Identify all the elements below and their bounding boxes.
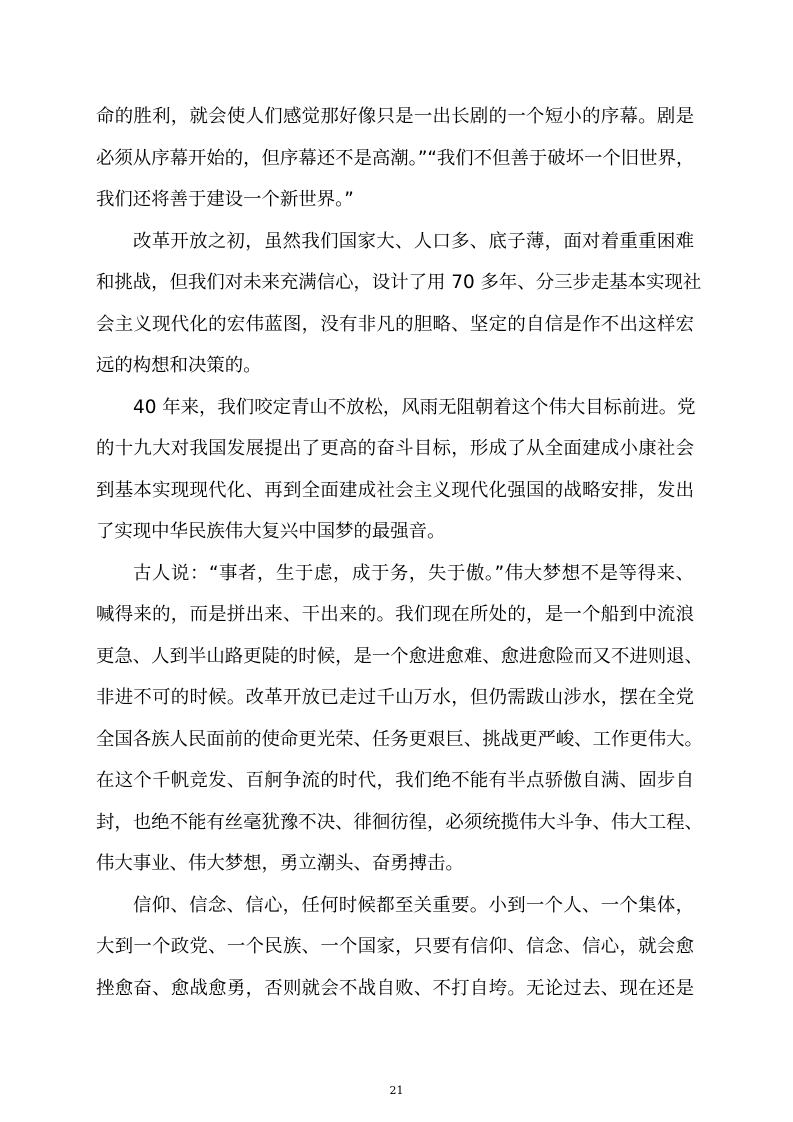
paragraph-first-line: 古人说：“事者，生于虑，成于务，失于傲。”伟大梦想不是等得来、 (133, 562, 694, 584)
text-line: 喊得来的，而是拼出来、干出来的。我们现在所处的，是一个船到中流浪 (96, 604, 694, 625)
text-line: 远的构想和决策的。 (96, 355, 262, 376)
text-line: 命的胜利，就会使人们感觉那好像只是一出长剧的一个短小的序幕。剧是 (96, 106, 694, 127)
text-line: 必须从序幕开始的，但序幕还不是高潮。”“我们不但善于破坏一个旧世界， (96, 147, 695, 169)
body-text (96, 96, 703, 1009)
text-line: 全国各族人民面前的使命更光荣、任务更艰巨、挑战更严峻、工作更伟大。 (96, 728, 703, 750)
text-line: 的十九大对我国发展提出了更高的奋斗目标，形成了从全面建成小康社会 (96, 438, 694, 459)
text-line: 大到一个政党、一个民族、一个国家，只要有信仰、信念、信心，就会愈 (96, 936, 694, 957)
text-line: 非进不可的时候。改革开放已走过千山万水，但仍需跋山涉水，摆在全党 (96, 687, 694, 708)
text-line: 伟大事业、伟大梦想，勇立潮头、奋勇搏击。 (96, 853, 464, 874)
text-line: 在这个千帆竞发、百舸争流的时代，我们绝不能有半点骄傲自满、固步自 (96, 770, 694, 791)
text-line: 挫愈奋、愈战愈勇，否则就会不战自败、不打自垮。无论过去、现在还是 (96, 977, 694, 999)
text-line: 我们还将善于建设一个新世界。” (96, 189, 354, 210)
text-line: 更急、人到半山路更陡的时候，是一个愈进愈难、愈进愈险而又不进则退、 (96, 645, 703, 667)
text-line: 和挑战，但我们对未来充满信心，设计了用 70 多年、分三步走基本实现社 (96, 272, 702, 293)
paragraph-first-line: 40 年来，我们咬定青山不放松，风雨无阻朝着这个伟大目标前进。党 (133, 396, 696, 418)
text-line: 到基本实现现代化、再到全面建成社会主义现代化强国的战略安排，发出 (96, 479, 694, 501)
page-number: 21 (389, 1084, 404, 1097)
text-line: 封，也绝不能有丝毫犹豫不决、徘徊彷徨，必须统揽伟大斗争、伟大工程、 (96, 811, 703, 833)
paragraph-first-line: 改革开放之初，虽然我们国家大、人口多、底子薄，面对着重重困难 (133, 230, 694, 252)
text-line: 会主义现代化的宏伟蓝图，没有非凡的胆略、坚定的自信是作不出这样宏 (96, 313, 694, 335)
paragraph-first-line: 信仰、信念、信心，任何时候都至关重要。小到一个人、一个集体， (133, 894, 694, 916)
text-line: 了实现中华民族伟大复兴中国梦的最强音。 (96, 521, 446, 542)
